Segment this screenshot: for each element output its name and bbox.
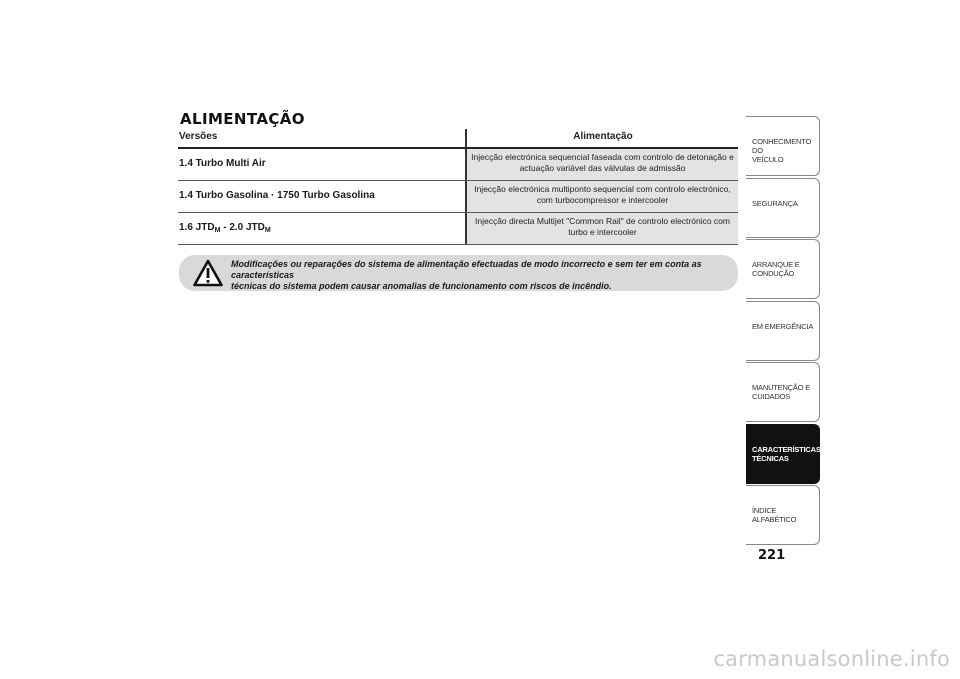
fuel-supply-line: actuação variável das válvulas de admissão bbox=[519, 163, 686, 173]
section-nav bbox=[746, 116, 820, 547]
fuel-supply-line: turbo e intercooler bbox=[568, 227, 637, 237]
version-cell bbox=[179, 222, 271, 234]
version-subscript: M bbox=[214, 227, 221, 234]
nav-tab-label-line: EM EMERGÊNCIA bbox=[752, 321, 814, 331]
nav-tab-label-line: ÍNDICE ALFABÉTICO bbox=[752, 506, 797, 524]
nav-tab-label bbox=[752, 199, 818, 208]
version-separator: - bbox=[220, 222, 230, 233]
column-header-versions: Versões bbox=[179, 131, 218, 142]
nav-tab-label-line: CUIDADOS bbox=[752, 392, 790, 401]
page-title: ALIMENTAÇÃO bbox=[180, 110, 305, 128]
version-cell: 1.4 Turbo Multi Air bbox=[179, 158, 266, 169]
nav-tab-seguranca[interactable] bbox=[746, 178, 820, 238]
version-subscript: M bbox=[264, 227, 271, 234]
fuel-supply-line: Injecção electrónica multiponto sequencial com controlo electrónico, bbox=[474, 184, 731, 194]
warning-line: Modificações ou reparações do sistema de alimentação efectuadas de modo incorrecto e sem ter em conta as características bbox=[231, 259, 702, 280]
nav-tab-label-line: CARACTERÍSTICAS bbox=[752, 444, 821, 454]
fuel-supply-table bbox=[178, 129, 738, 245]
fuel-supply-line: com turbocompressor e intercooler bbox=[536, 195, 669, 205]
table-row bbox=[178, 181, 738, 213]
table-header bbox=[178, 129, 738, 149]
warning-text bbox=[231, 259, 721, 292]
nav-tab-label-line: CONDUÇÃO bbox=[752, 269, 795, 278]
nav-tab-label-line: VEÍCULO bbox=[752, 155, 784, 164]
fuel-supply-cell bbox=[467, 149, 738, 180]
nav-tab-em-emergencia[interactable] bbox=[746, 301, 820, 361]
column-divider bbox=[465, 129, 467, 147]
nav-tab-label-line: ARRANQUE E bbox=[752, 260, 800, 269]
nav-tab-indice-alfabetico[interactable] bbox=[746, 485, 820, 545]
table-row bbox=[178, 213, 738, 245]
nav-tab-label bbox=[752, 260, 818, 278]
nav-tab-label bbox=[752, 322, 818, 331]
warning-line: técnicas do sistema podem causar anomalias de funcionamento com riscos de incêndio. bbox=[231, 281, 612, 291]
fuel-supply-line: Injecção directa Multijet "Common Rail" de controlo electrónico com bbox=[474, 216, 730, 226]
nav-tab-label bbox=[752, 506, 818, 524]
nav-tab-label bbox=[752, 137, 818, 164]
fuel-supply-cell bbox=[467, 213, 738, 244]
fuel-supply-cell bbox=[467, 181, 738, 212]
nav-tab-arranque-e-conducao[interactable] bbox=[746, 239, 820, 299]
nav-tab-caracteristicas-tecnicas[interactable] bbox=[746, 424, 820, 484]
fuel-supply-line: Injecção electrónica sequencial faseada com controlo de detonação e bbox=[471, 152, 734, 162]
watermark-text: carmanualsonline.info bbox=[713, 647, 950, 671]
table-row bbox=[178, 149, 738, 181]
nav-tab-label-line: TÉCNICAS bbox=[752, 453, 789, 463]
nav-tab-label-line: CONHECIMENTO DO bbox=[752, 137, 812, 155]
version-cell: 1.4 Turbo Gasolina · 1750 Turbo Gasolina bbox=[179, 190, 375, 201]
page-number: 221 bbox=[758, 548, 786, 563]
nav-tab-manutencao-e-cuidados[interactable] bbox=[746, 362, 820, 422]
column-header-fuel-supply: Alimentação bbox=[573, 131, 633, 142]
nav-tab-label-line: SEGURANÇA bbox=[752, 198, 798, 208]
nav-tab-label bbox=[752, 444, 821, 463]
nav-tab-conhecimento-do-veiculo[interactable] bbox=[746, 116, 820, 176]
warning-box bbox=[179, 255, 738, 291]
nav-tab-label-line: MANUTENÇÃO E bbox=[752, 383, 811, 392]
version-name: 2.0 JTD bbox=[229, 222, 265, 233]
warning-triangle-icon bbox=[193, 259, 223, 287]
nav-tab-label bbox=[752, 383, 818, 401]
version-name: 1.6 JTD bbox=[179, 222, 215, 233]
